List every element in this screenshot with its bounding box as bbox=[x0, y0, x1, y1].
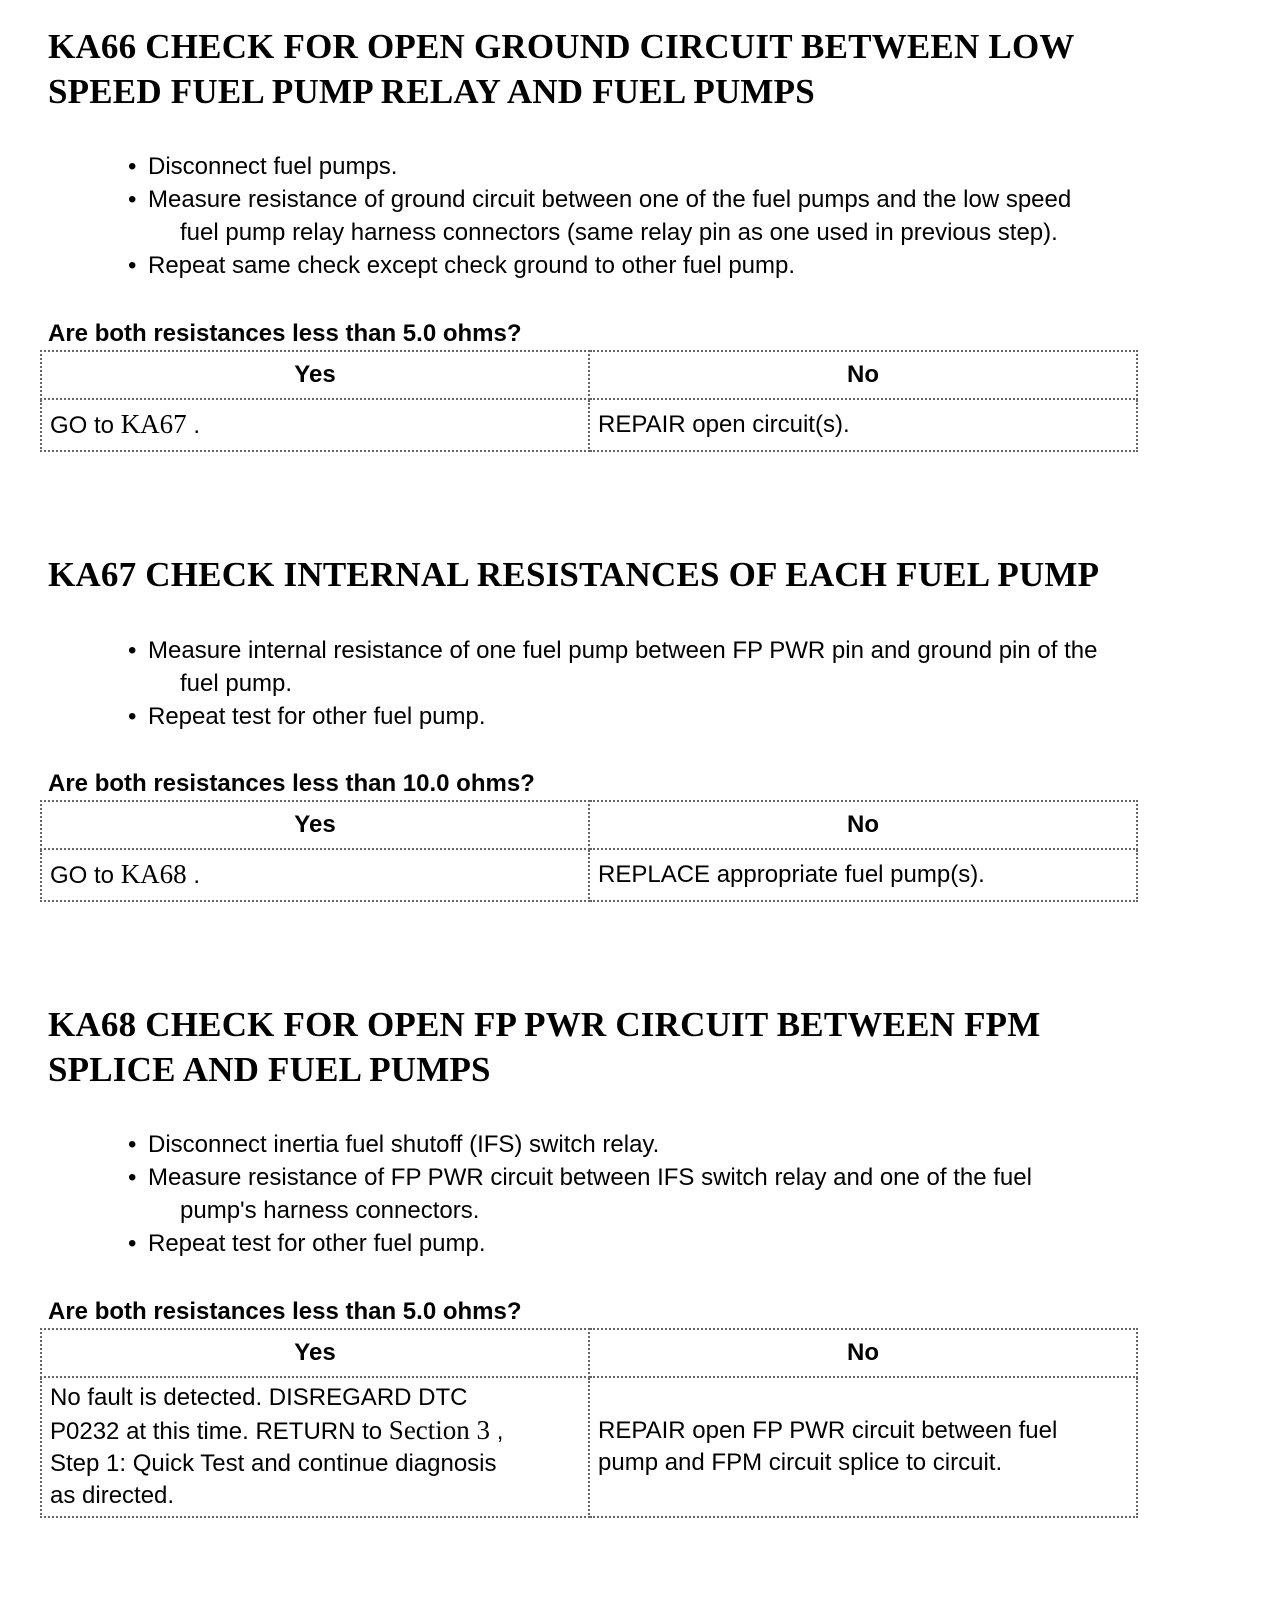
no-header: No bbox=[589, 351, 1137, 399]
step-list bbox=[48, 150, 1248, 282]
yes-header: Yes bbox=[41, 801, 589, 849]
list-item: • Measure internal resistance of one fuel pump between FP PWR pin and ground pin of the fuel pump. bbox=[48, 634, 1248, 700]
bullet-icon: • bbox=[128, 1131, 137, 1158]
list-item: • Disconnect fuel pumps. bbox=[48, 150, 1248, 183]
section-title bbox=[48, 552, 1248, 597]
yes-cell: GO to KA68 . bbox=[41, 849, 589, 901]
section-ka67 bbox=[48, 552, 1248, 597]
question-text: Are both resistances less than 5.0 ohms? bbox=[48, 320, 522, 347]
step-list bbox=[48, 634, 1248, 733]
list-item: • Measure resistance of ground circuit between one of the fuel pumps and the low speed fuel pump relay harness connectors (same relay pin as one used in previous step). bbox=[48, 183, 1248, 249]
list-item: • Repeat test for other fuel pump. bbox=[48, 1227, 1248, 1260]
list-item: • Disconnect inertia fuel shutoff (IFS) switch relay. bbox=[48, 1128, 1248, 1161]
yes-header: Yes bbox=[41, 1329, 589, 1377]
question-text: Are both resistances less than 10.0 ohms? bbox=[48, 770, 535, 797]
title-line-1: KA68 CHECK FOR OPEN FP PWR CIRCUIT BETWEEN FPM bbox=[48, 1005, 1041, 1044]
question-block-ka68 bbox=[48, 1298, 1248, 1509]
yes-header: Yes bbox=[41, 351, 589, 399]
answer-table bbox=[40, 800, 1138, 902]
answer-table bbox=[40, 350, 1138, 452]
section-3-link[interactable]: Section 3 bbox=[388, 1415, 491, 1445]
yes-cell: GO to KA67 . bbox=[41, 399, 589, 451]
bullet-icon: • bbox=[128, 153, 137, 180]
section-title bbox=[48, 24, 1248, 114]
bullet-icon: • bbox=[128, 703, 137, 730]
question-block-ka66 bbox=[48, 320, 1248, 439]
question-block-ka67 bbox=[48, 770, 1248, 889]
no-header: No bbox=[589, 1329, 1137, 1377]
steps-ka66 bbox=[48, 150, 1248, 282]
answer-table bbox=[40, 1328, 1138, 1518]
bullet-icon: • bbox=[128, 1230, 137, 1257]
ka68-link[interactable]: KA68 bbox=[120, 859, 187, 889]
steps-ka67 bbox=[48, 634, 1248, 733]
title-line-2: SPLICE AND FUEL PUMPS bbox=[48, 1050, 491, 1089]
no-cell: REPAIR open circuit(s). bbox=[589, 399, 1137, 451]
steps-ka68 bbox=[48, 1128, 1248, 1260]
title-line-1: KA67 CHECK INTERNAL RESISTANCES OF EACH FUEL PUMP bbox=[48, 555, 1100, 594]
section-title bbox=[48, 1002, 1248, 1092]
ka67-link[interactable]: KA67 bbox=[120, 409, 187, 439]
no-cell: REPAIR open FP PWR circuit between fuel pump and FPM circuit splice to circuit. bbox=[589, 1377, 1137, 1517]
bullet-icon: • bbox=[128, 186, 137, 213]
title-line-2: SPEED FUEL PUMP RELAY AND FUEL PUMPS bbox=[48, 72, 815, 111]
yes-cell: No fault is detected. DISREGARD DTC P0232 at this time. RETURN to Section 3 , Step 1: Quick Test and continue diagnosis as directed. bbox=[41, 1377, 589, 1517]
list-item: • Repeat test for other fuel pump. bbox=[48, 700, 1248, 733]
bullet-icon: • bbox=[128, 252, 137, 279]
bullet-icon: • bbox=[128, 1164, 137, 1191]
section-ka68 bbox=[48, 1002, 1248, 1092]
bullet-icon: • bbox=[128, 637, 137, 664]
no-header: No bbox=[589, 801, 1137, 849]
question-text: Are both resistances less than 5.0 ohms? bbox=[48, 1298, 522, 1325]
no-cell: REPLACE appropriate fuel pump(s). bbox=[589, 849, 1137, 901]
step-list bbox=[48, 1128, 1248, 1260]
title-line-1: KA66 CHECK FOR OPEN GROUND CIRCUIT BETWEEN LOW bbox=[48, 27, 1075, 66]
list-item: • Repeat same check except check ground to other fuel pump. bbox=[48, 249, 1248, 282]
list-item: • Measure resistance of FP PWR circuit between IFS switch relay and one of the fuel pump's harness connectors. bbox=[48, 1161, 1248, 1227]
section-ka66 bbox=[48, 24, 1248, 114]
